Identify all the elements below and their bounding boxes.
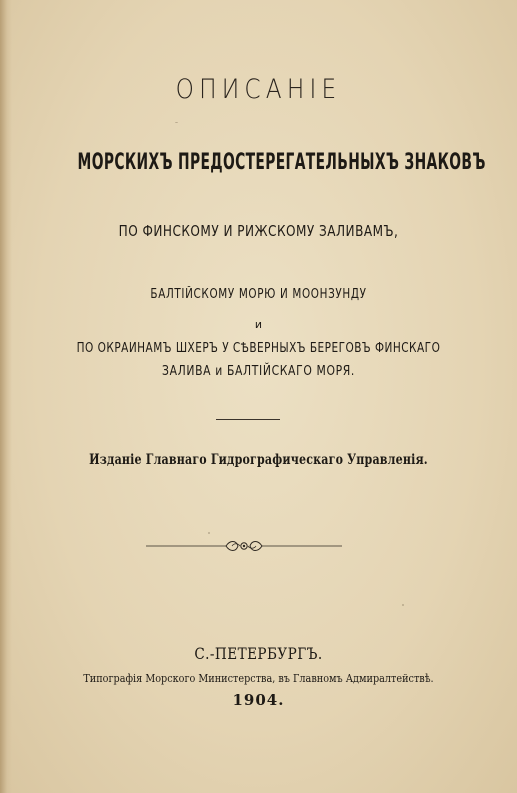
divider-rule [216,419,280,420]
printer-line: Типографія Морского Министерства, въ Главномъ Адмиралтействѣ. [83,671,434,685]
document-title: ОПИСАНІЕ [175,74,342,105]
paper-speck [402,604,404,606]
paper-speck [208,532,210,534]
subtitle-line-baltic: БАЛТІЙСКОМУ МОРЮ И МООНЗУНДУ [150,287,367,302]
page-spine-shadow [0,0,12,793]
subtitle-line-and: и [254,318,263,331]
publisher-line: Изданіе Главнаго Гидрографическаго Управленія. [89,452,428,468]
subtitle-line-skerries: ПО ОКРАИНАМЪ ШХЕРЪ У СѢВЕРНЫХЪ БЕРЕГОВЪ ФИНСКАГО [76,340,441,356]
subtitle-line-gulf-sea: ЗАЛИВА и БАЛТІЙСКАГО МОРЯ. [162,363,355,379]
ornament-divider-icon [146,537,342,555]
document-subtitle: МОРСКИХЪ ПРЕДОСТЕРЕГАТЕЛЬНЫХЪ ЗНАКОВЪ [77,150,486,175]
paper-speck [175,122,178,123]
publication-city: С.-ПЕТЕРБУРГЪ. [194,644,323,663]
publication-year: 1904. [232,691,285,709]
subtitle-line-gulfs: ПО ФИНСКОМУ И РИЖСКОМУ ЗАЛИВАМЪ, [118,222,399,240]
